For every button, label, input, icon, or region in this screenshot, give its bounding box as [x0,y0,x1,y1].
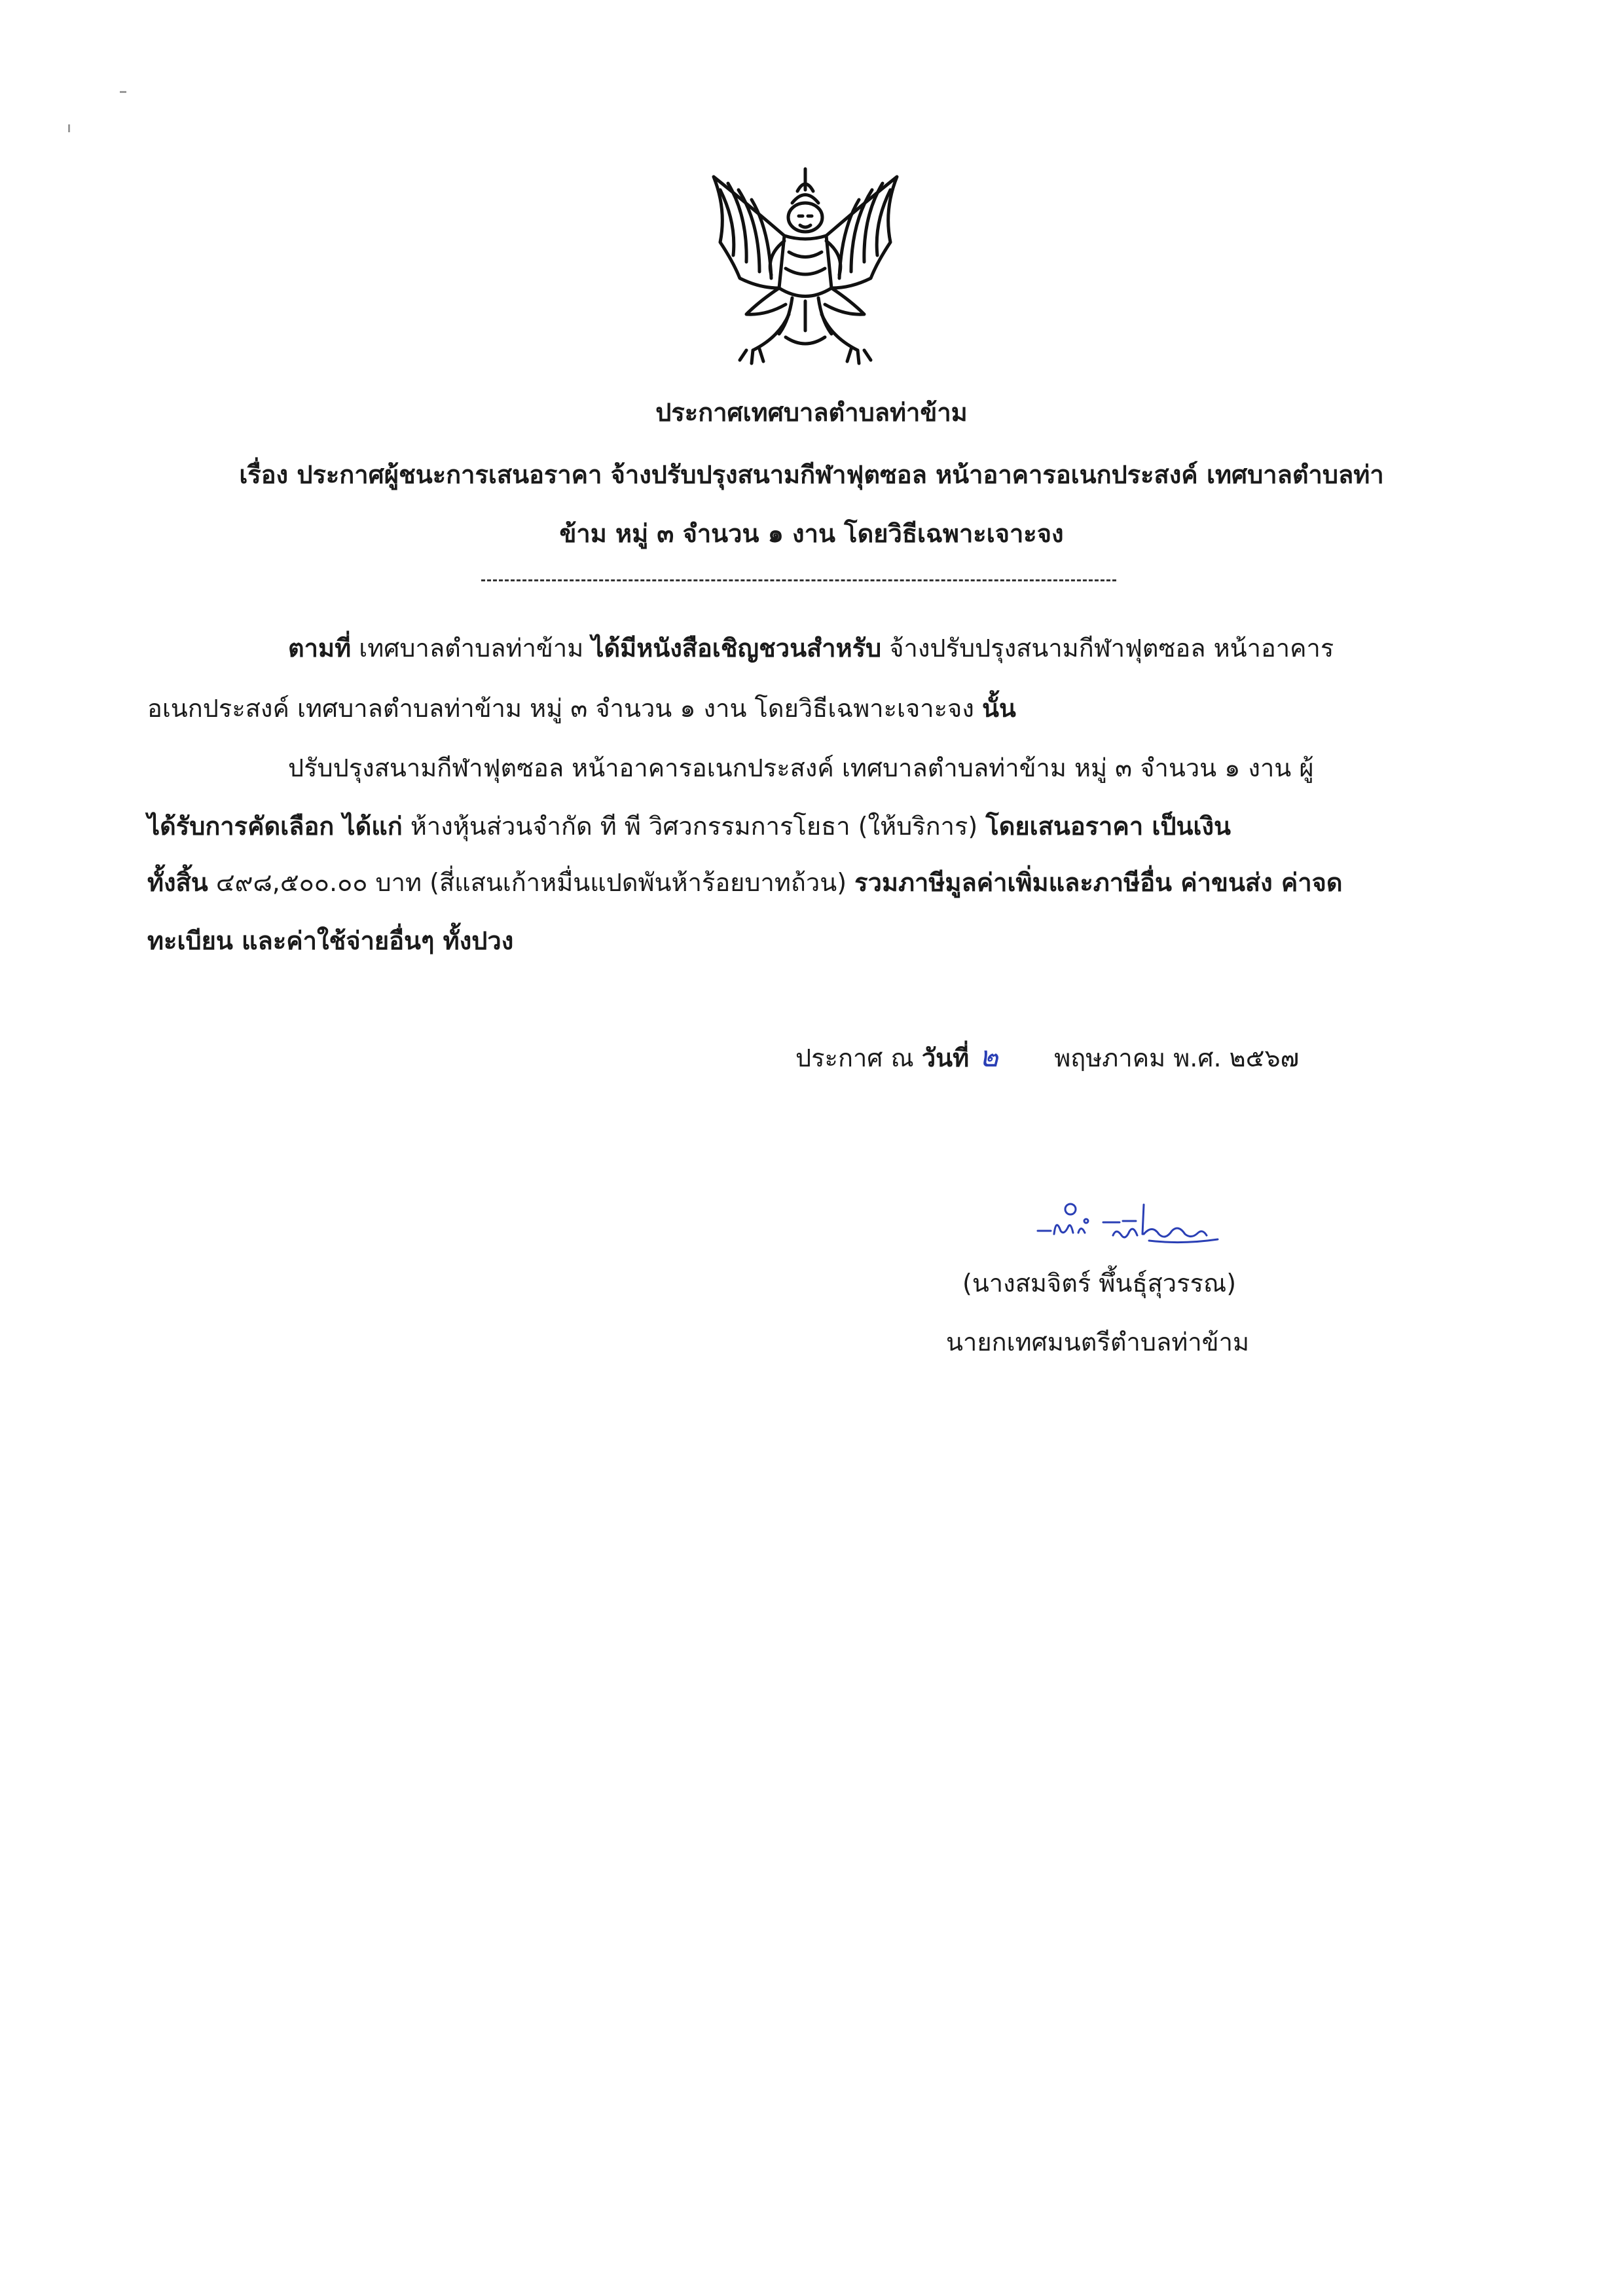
dashed-divider [481,579,1116,581]
paragraph-2-line-2 [147,810,1231,843]
paragraph-1-line-1 [288,632,1334,665]
text-segment: ตามที่ [288,634,352,663]
paragraph-1-line-2 [147,692,1016,725]
announcement-title: ประกาศเทศบาลตำบลท่าข้าม [655,398,968,427]
text-segment: ได้มีหนังสือเชิญชวนสำหรับ [591,634,882,663]
subject-line-1: เรื่อง ประกาศผู้ชนะการเสนอราคา จ้างปรับปรุงสนามกีฬาฟุตซอล หน้าอาคารอเนกประสงค์ เทศบาลตำบลท่า [239,460,1384,489]
paragraph-2-line-4 [147,924,513,957]
text-segment: จ้างปรับปรุงสนามกีฬาฟุตซอล หน้าอาคาร [881,634,1334,663]
text-segment: อเนกประสงค์ เทศบาลตำบลท่าข้าม หมู่ ๓ จำนวน ๑ งาน โดยวิธีเฉพาะเจาะจง [147,694,982,723]
text-segment: ทะเบียน และค่าใช้จ่ายอื่นๆ ทั้งปวง [147,926,514,955]
paragraph-2-line-1: ปรับปรุงสนามกีฬาฟุตซอล หน้าอาคารอเนกประสงค์ เทศบาลตำบลท่าข้าม หมู่ ๓ จำนวน ๑ งาน ผู้ [288,754,1314,782]
garuda-emblem-icon [701,164,910,370]
announcement-date [795,1041,1299,1074]
paragraph-2-line-3 [147,866,1343,899]
date-prefix: ประกาศ ณ [795,1044,922,1072]
handwritten-day: ๒ [979,1040,998,1074]
subject-line-2: ข้าม หมู่ ๓ จำนวน ๑ งาน โดยวิธีเฉพาะเจาะจง [559,519,1064,548]
date-month-year: พฤษภาคม พ.ศ. ๒๕๖๗ [1054,1044,1300,1072]
text-segment: นั้น [981,694,1016,723]
scan-speck [120,91,126,93]
text-segment: โดยเสนอราคา เป็นเงิน [985,812,1231,841]
scan-speck [68,124,70,132]
text-segment: รวมภาษีมูลค่าเพิ่มและภาษีอื่น ค่าขนส่ง ค่าจด [854,868,1343,897]
signatory-title: นายกเทศมนตรีตำบลท่าข้าม [946,1328,1250,1357]
text-segment: ๔๙๘,๕๐๐.๐๐ บาท (สี่แสนเก้าหมื่นแปดพันห้าร้อยบาทถ้วน) [208,868,855,897]
text-segment: ได้รับการคัดเลือก ได้แก่ [147,812,403,841]
text-segment: เทศบาลตำบลท่าข้าม [351,634,592,663]
text-segment: ทั้งสิ้น [147,868,208,897]
date-day-label: วันที่ [921,1044,970,1072]
text-segment: ห้างหุ้นส่วนจำกัด ที พี วิศวกรรมการโยธา (ให้บริการ) [402,812,986,841]
signatory-name: (นางสมจิตร์ พึ้นธุ์สุวรรณ) [962,1269,1237,1298]
handwritten-signature [1031,1195,1228,1247]
